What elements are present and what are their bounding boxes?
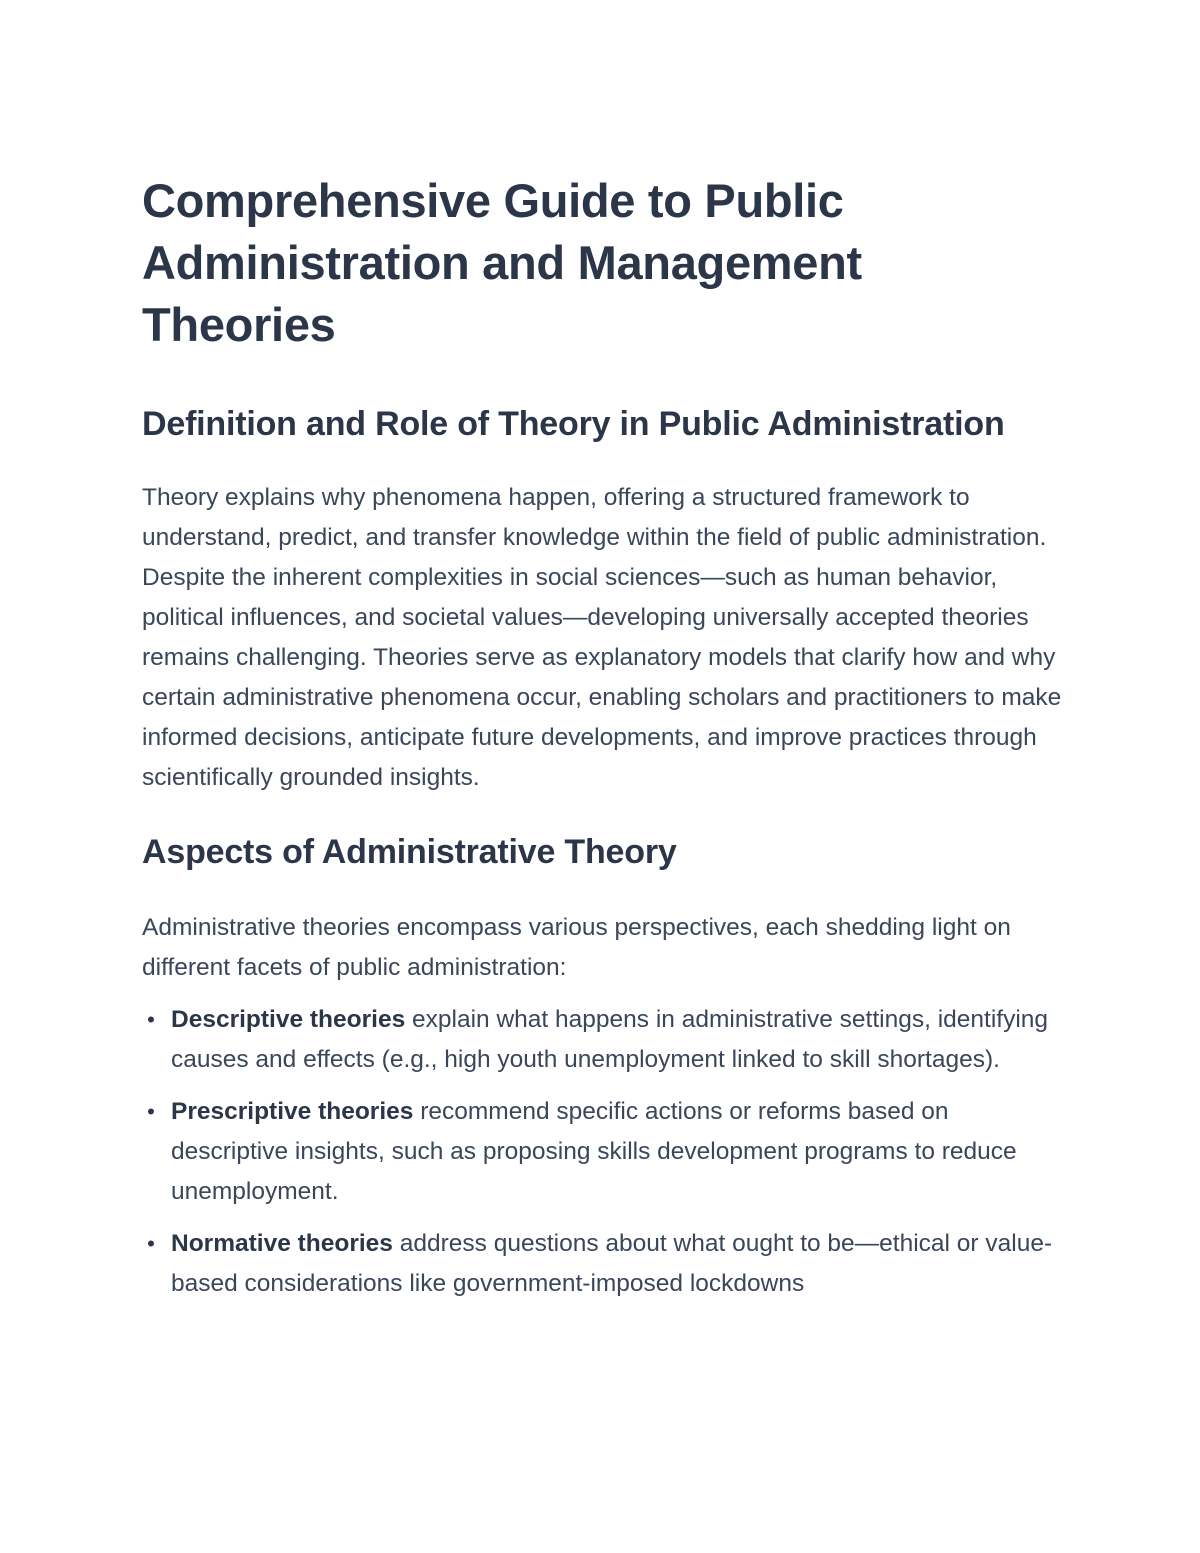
- list-item-term: Prescriptive theories: [171, 1098, 414, 1125]
- list-item: [142, 1092, 1062, 1212]
- section-heading-aspects: Aspects of Administrative Theory: [142, 833, 677, 871]
- list-item: [142, 1000, 1062, 1080]
- list-item-text: address questions about what ought to be—ethical or value-based considerations like government-imposed lockdowns: [171, 1230, 1053, 1297]
- list-item-text: recommend specific actions or reforms based on descriptive insights, such as proposing skills development programs to reduce unemployment.: [171, 1098, 1017, 1205]
- section-paragraph-aspects: Administrative theories encompass various perspectives, each shedding light on different facets of public administration:: [142, 914, 1011, 981]
- theory-types-list: [142, 1000, 1062, 1304]
- bullet-icon: •: [147, 1099, 155, 1124]
- list-item: [142, 1224, 1062, 1304]
- section-heading-definition: Definition and Role of Theory in Public Administration: [142, 405, 1005, 443]
- page-title: Comprehensive Guide to Public Administration and Management Theories: [142, 174, 862, 351]
- list-item-term: Descriptive theories: [171, 1006, 406, 1033]
- list-item-term: Normative theories: [171, 1230, 393, 1257]
- document-page: [142, 170, 1062, 1316]
- bullet-icon: •: [147, 1231, 155, 1256]
- bullet-icon: •: [147, 1007, 155, 1032]
- section-paragraph-definition: Theory explains why phenomena happen, offering a structured framework to understand, predict, and transfer knowledge within the field of public administration. Despite the inherent complexities in social sciences—such as human behavior, political influences, and societal values—developing universally accepted theories remains challenging. Theories serve as explanatory models that clarify how and why certain administrative phenomena occur, enabling scholars and practitioners to make informed decisions, anticipate future developments, and improve practices through scientifically grounded insights.: [142, 484, 1062, 791]
- list-item-text: explain what happens in administrative settings, identifying causes and effects (e.g., high youth unemployment linked to skill shortages).: [171, 1006, 1049, 1073]
